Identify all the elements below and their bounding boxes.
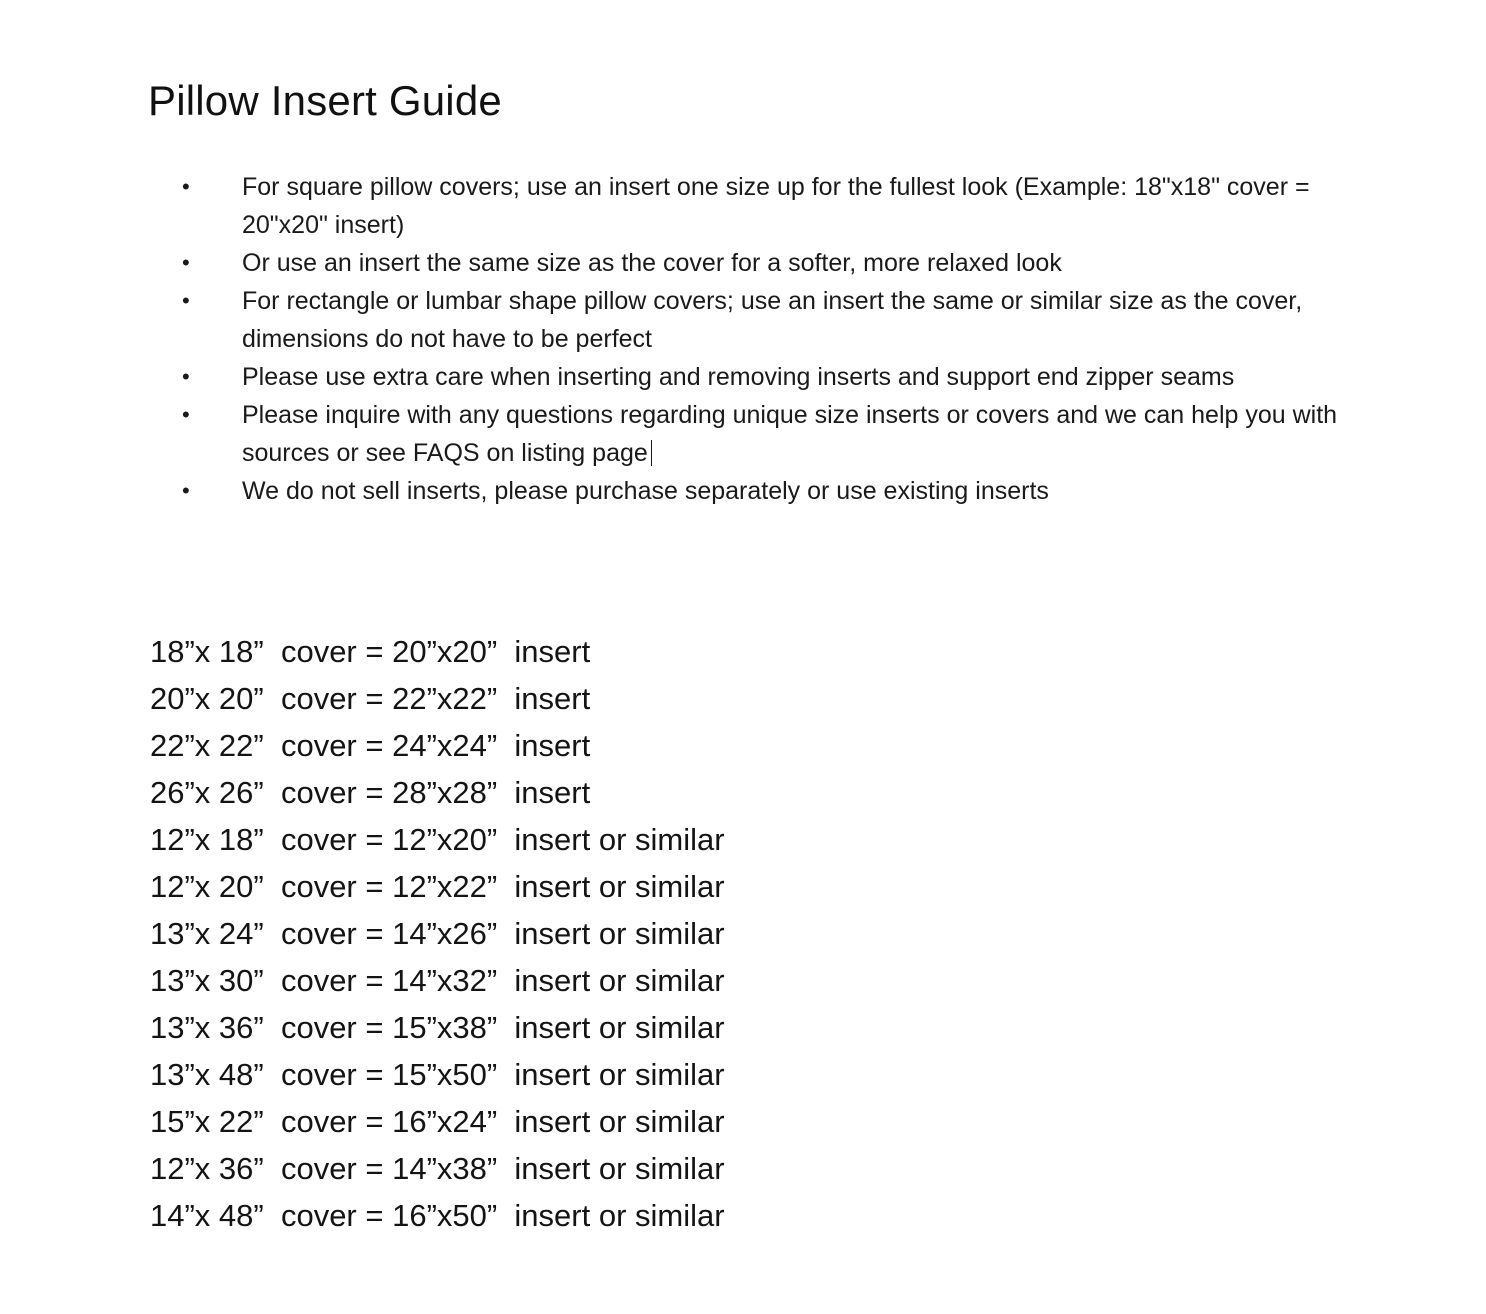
list-item-text: We do not sell inserts, please purchase separately or use existing inserts [242,477,1049,505]
list-item [178,358,1378,396]
size-chart [150,628,1350,1239]
list-item-text: Or use an insert the same size as the cover for a softer, more relaxed look [242,249,1062,277]
bullet-marker-icon: • [182,478,190,503]
size-chart-row: 20”x 20” cover = 22”x22” insert [150,681,591,716]
list-item [178,396,1378,472]
size-chart-row: 12”x 36” cover = 14”x38” insert or similar [150,1151,725,1186]
size-chart-row: 13”x 30” cover = 14”x32” insert or similar [150,963,725,998]
size-chart-row: 14”x 48” cover = 16”x50” insert or similar [150,1198,725,1233]
list-item-text: Please inquire with any questions regarding unique size inserts or covers and we can help you with sources or see FAQS on listing page [242,401,1338,467]
size-chart-row: 13”x 36” cover = 15”x38” insert or similar [150,1010,725,1045]
list-item [178,244,1378,282]
list-item-text: For rectangle or lumbar shape pillow covers; use an insert the same or similar size as the cover, dimensions do not have to be perfect [242,287,1303,353]
text-cursor-icon [651,440,652,466]
list-item [178,472,1378,510]
list-item [178,282,1378,358]
bullet-marker-icon: • [182,288,190,313]
page-title: Pillow Insert Guide [148,77,502,125]
list-item-text: For square pillow covers; use an insert one size up for the fullest look (Example: 18"x18" cover = 20"x20" insert) [242,173,1310,239]
bullet-marker-icon: • [182,402,190,427]
size-chart-row: 22”x 22” cover = 24”x24” insert [150,728,591,763]
bullet-marker-icon: • [182,250,190,275]
size-chart-row: 12”x 18” cover = 12”x20” insert or similar [150,822,725,857]
list-item [178,168,1378,244]
size-chart-row: 13”x 48” cover = 15”x50” insert or similar [150,1057,725,1092]
bullet-marker-icon: • [182,174,190,199]
list-item-text: Please use extra care when inserting and removing inserts and support end zipper seams [242,363,1235,391]
guidance-bullet-list [178,168,1378,510]
size-chart-row: 12”x 20” cover = 12”x22” insert or similar [150,869,725,904]
size-chart-row: 26”x 26” cover = 28”x28” insert [150,775,591,810]
size-chart-row: 13”x 24” cover = 14”x26” insert or similar [150,916,725,951]
bullet-marker-icon: • [182,364,190,389]
size-chart-row: 18”x 18” cover = 20”x20” insert [150,634,591,669]
size-chart-row: 15”x 22” cover = 16”x24” insert or similar [150,1104,725,1139]
